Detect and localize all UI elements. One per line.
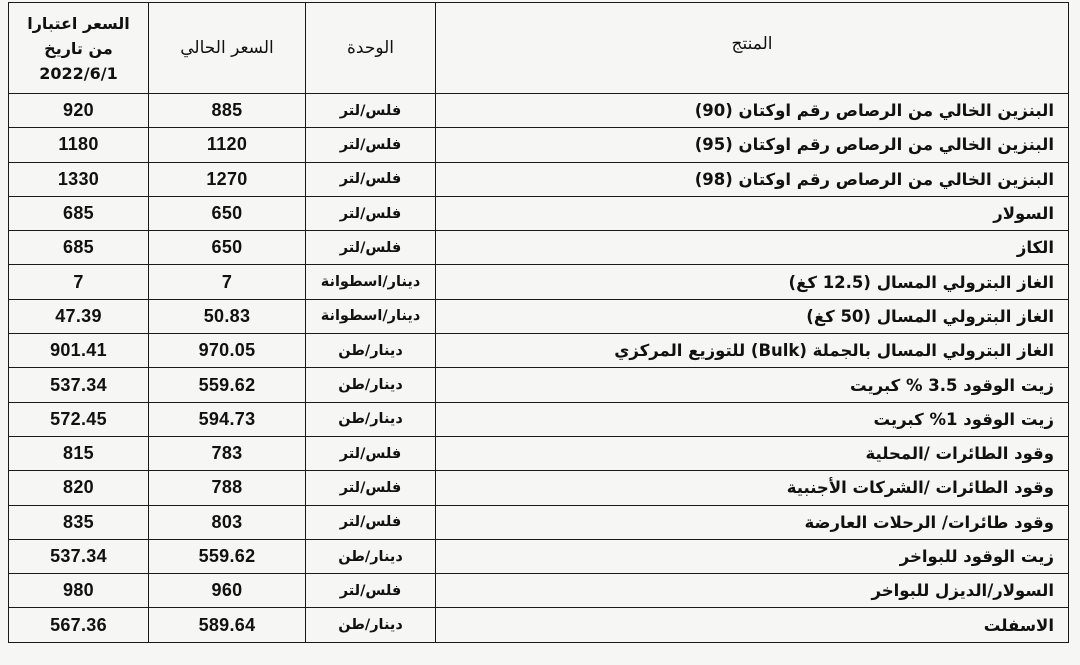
product-cell: وقود الطائرات /الشركات الأجنبية (436, 471, 1069, 505)
future-price-cell: 537.34 (9, 368, 149, 402)
unit-cell: فلس/لتر (306, 162, 436, 196)
unit-cell: دينار/طن (306, 334, 436, 368)
current-price-cell: 559.62 (149, 539, 306, 573)
product-cell: وقود طائرات/ الرحلات العارضة (436, 505, 1069, 539)
unit-cell: دينار/طن (306, 368, 436, 402)
table-row (9, 608, 1069, 642)
product-cell: زيت الوقود 1% كبريت (436, 402, 1069, 436)
current-price-cell: 803 (149, 505, 306, 539)
future-price-cell: 7 (9, 265, 149, 299)
unit-cell: دينار/طن (306, 402, 436, 436)
table-header (9, 3, 1069, 94)
table-row (9, 574, 1069, 608)
header-row (9, 3, 1069, 94)
table-row (9, 539, 1069, 573)
header-future-price-date: 2022/6/1 (39, 63, 118, 83)
product-cell: السولار (436, 196, 1069, 230)
header-future-price-line1: السعر اعتبارا (27, 13, 130, 33)
table-row (9, 196, 1069, 230)
unit-cell: فلس/لتر (306, 471, 436, 505)
future-price-cell: 537.34 (9, 539, 149, 573)
future-price-cell: 820 (9, 471, 149, 505)
current-price-cell: 970.05 (149, 334, 306, 368)
product-cell: الغاز البترولي المسال (50 كغ) (436, 299, 1069, 333)
fuel-price-table (8, 2, 1069, 643)
current-price-cell: 1270 (149, 162, 306, 196)
table-row (9, 94, 1069, 128)
current-price-cell: 594.73 (149, 402, 306, 436)
table-row (9, 436, 1069, 470)
future-price-cell: 685 (9, 196, 149, 230)
current-price-cell: 1120 (149, 128, 306, 162)
future-price-cell: 980 (9, 574, 149, 608)
product-cell: الغاز البترولي المسال بالجملة (Bulk) للتوزيع المركزي (436, 334, 1069, 368)
unit-cell: دينار/طن (306, 608, 436, 642)
future-price-cell: 835 (9, 505, 149, 539)
unit-cell: فلس/لتر (306, 505, 436, 539)
table-row (9, 299, 1069, 333)
table-row (9, 505, 1069, 539)
product-cell: زيت الوقود 3.5 % كبريت (436, 368, 1069, 402)
header-future-price-line2: من تاريخ (44, 38, 113, 58)
current-price-cell: 650 (149, 231, 306, 265)
unit-cell: فلس/لتر (306, 196, 436, 230)
unit-cell: فلس/لتر (306, 231, 436, 265)
product-cell: السولار/الديزل للبواخر (436, 574, 1069, 608)
future-price-cell: 685 (9, 231, 149, 265)
current-price-cell: 559.62 (149, 368, 306, 402)
product-cell: البنزين الخالي من الرصاص رقم اوكتان (95) (436, 128, 1069, 162)
product-cell: وقود الطائرات /المحلية (436, 436, 1069, 470)
current-price-cell: 788 (149, 471, 306, 505)
table-row (9, 231, 1069, 265)
unit-cell: فلس/لتر (306, 94, 436, 128)
current-price-cell: 650 (149, 196, 306, 230)
table-row (9, 162, 1069, 196)
product-cell: البنزين الخالي من الرصاص رقم اوكتان (98) (436, 162, 1069, 196)
table-row (9, 265, 1069, 299)
table-row (9, 368, 1069, 402)
product-cell: البنزين الخالي من الرصاص رقم اوكتان (90) (436, 94, 1069, 128)
future-price-cell: 47.39 (9, 299, 149, 333)
product-cell: الاسفلت (436, 608, 1069, 642)
product-cell: الكاز (436, 231, 1069, 265)
current-price-cell: 7 (149, 265, 306, 299)
future-price-cell: 815 (9, 436, 149, 470)
table-row (9, 402, 1069, 436)
unit-cell: فلس/لتر (306, 436, 436, 470)
current-price-cell: 885 (149, 94, 306, 128)
header-unit: الوحدة (306, 3, 436, 94)
product-cell: زيت الوقود للبواخر (436, 539, 1069, 573)
future-price-cell: 1330 (9, 162, 149, 196)
unit-cell: فلس/لتر (306, 574, 436, 608)
header-future-price (9, 3, 149, 94)
unit-cell: فلس/لتر (306, 128, 436, 162)
future-price-cell: 920 (9, 94, 149, 128)
header-product: المنتج (436, 3, 1069, 94)
table-row (9, 471, 1069, 505)
unit-cell: دينار/طن (306, 539, 436, 573)
future-price-cell: 567.36 (9, 608, 149, 642)
unit-cell: دينار/اسطوانة (306, 299, 436, 333)
header-current-price: السعر الحالي (149, 3, 306, 94)
future-price-cell: 572.45 (9, 402, 149, 436)
unit-cell: دينار/اسطوانة (306, 265, 436, 299)
product-cell: الغاز البترولي المسال (12.5 كغ) (436, 265, 1069, 299)
current-price-cell: 50.83 (149, 299, 306, 333)
current-price-cell: 783 (149, 436, 306, 470)
current-price-cell: 589.64 (149, 608, 306, 642)
future-price-cell: 901.41 (9, 334, 149, 368)
future-price-cell: 1180 (9, 128, 149, 162)
table-row (9, 128, 1069, 162)
current-price-cell: 960 (149, 574, 306, 608)
table-body (9, 94, 1069, 643)
table-row (9, 334, 1069, 368)
